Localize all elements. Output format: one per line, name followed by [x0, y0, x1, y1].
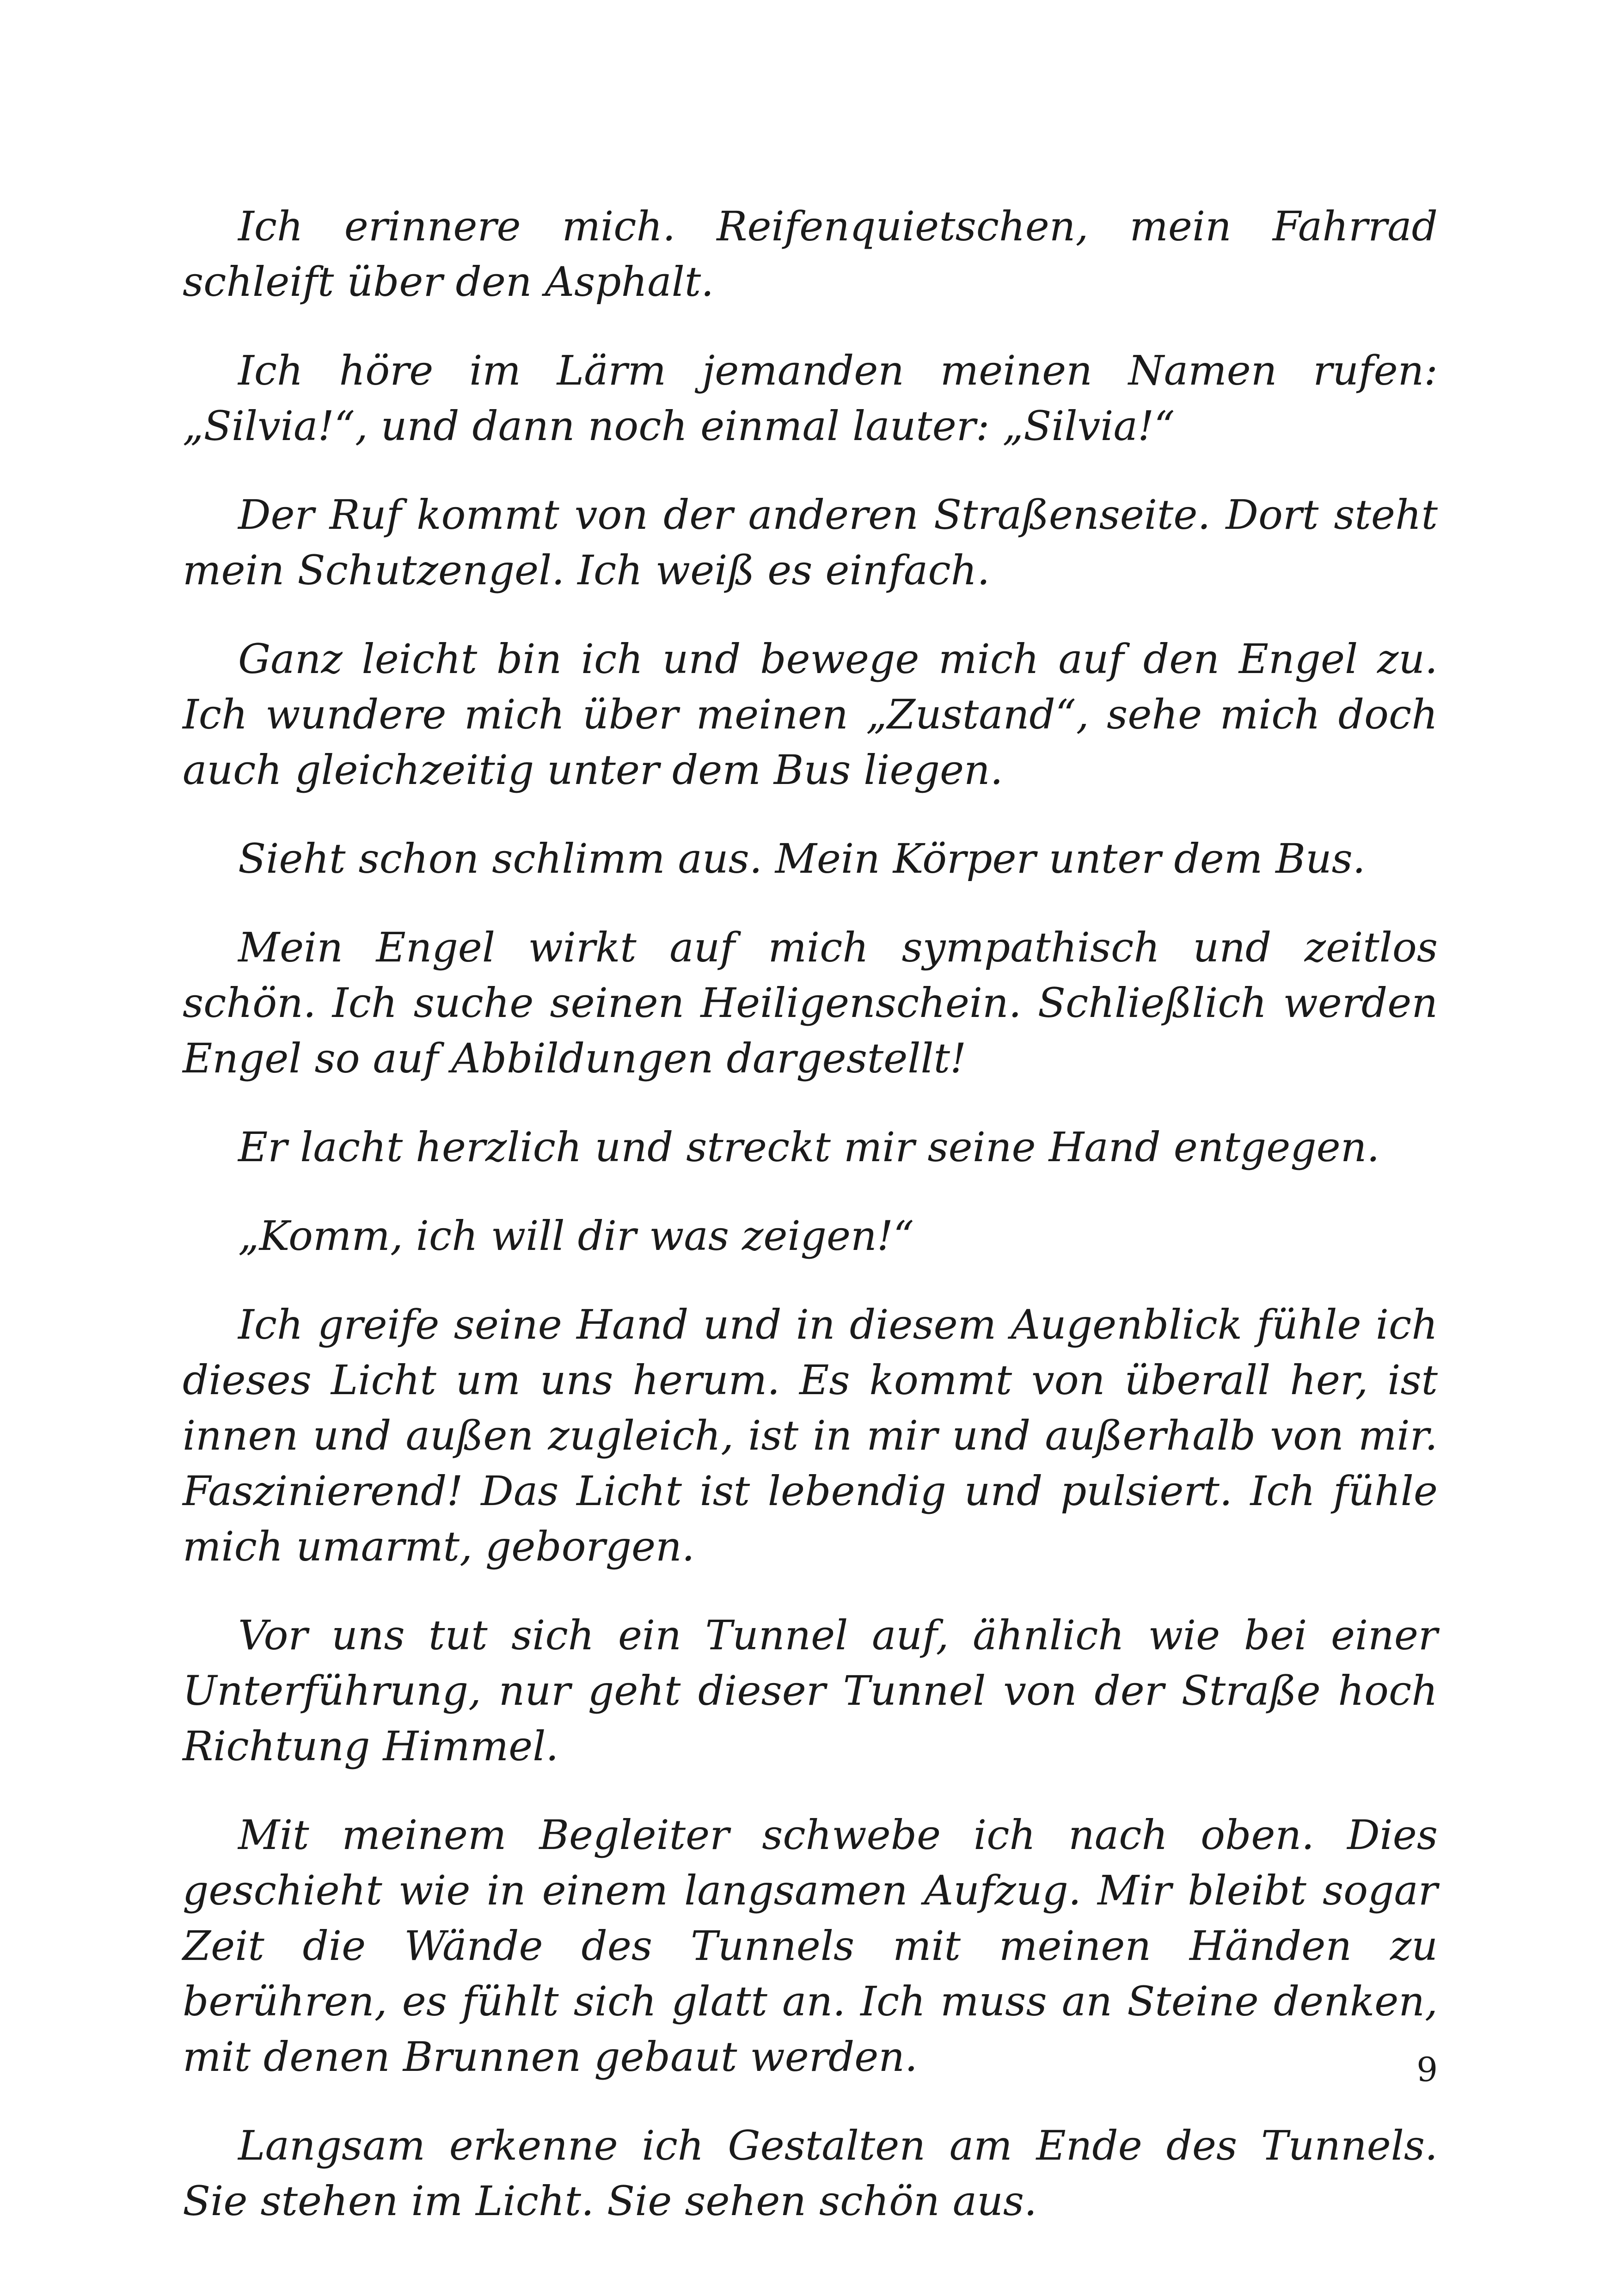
paragraph: Ganz leicht bin ich und bewege mich auf den Engel zu. Ich wundere mich über meinen „Zustand“, sehe mich doch auch gleichzeitig unter dem Bus liegen. [183, 635, 1438, 794]
paragraph: Ich höre im Lärm jemanden meinen Namen rufen: „Silvia!“, und dann noch einmal lauter: „Silvia!“ [183, 347, 1438, 450]
page-number: 9 [1416, 2050, 1438, 2089]
paragraph: Ich erinnere mich. Reifenquietschen, mein Fahrrad schleift über den Asphalt. [183, 202, 1438, 306]
body-text [183, 199, 1438, 2262]
paragraph: Der Ruf kommt von der anderen Straßenseite. Dort steht mein Schutzengel. Ich weiß es einfach. [183, 491, 1438, 594]
paragraph: Sieht schon schlimm aus. Mein Körper unter dem Bus. [238, 835, 1366, 882]
paragraph: Mein Engel wirkt auf mich sympathisch und zeitlos schön. Ich suche seinen Heiligenschein. Schließlich werden Engel so auf Abbildungen dargestellt! [183, 924, 1438, 1082]
paragraph: Ich greife seine Hand und in diesem Augenblick fühle ich dieses Licht um uns herum. Es kommt von überall her, ist innen und außen zugleich, ist in mir und außerhalb von mir. Faszinierend! Das Licht ist lebendig und pulsiert. Ich fühle mich umarmt, geborgen. [183, 1301, 1438, 1570]
paragraph: Mit meinem Begleiter schwebe ich nach oben. Dies geschieht wie in einem langsamen Aufzug. Mir bleibt sogar Zeit die Wände des Tunnels mit meinen Händen zu berühren, es fühlt sich glatt an. Ich muss an Steine denken, mit denen Brunnen gebaut werden. [183, 1811, 1438, 2081]
paragraph: Er lacht herzlich und streckt mir seine Hand entgegen. [238, 1123, 1380, 1171]
paragraph: Vor uns tut sich ein Tunnel auf, ähnlich wie bei einer Unterführung, nur geht dieser Tunnel von der Straße hoch Richtung Himmel. [183, 1611, 1438, 1770]
paragraph: „Komm, ich will dir was zeigen!“ [238, 1212, 914, 1260]
paragraph: Langsam erkenne ich Gestalten am Ende des Tunnels. Sie stehen im Licht. Sie sehen schön aus. [183, 2122, 1438, 2225]
